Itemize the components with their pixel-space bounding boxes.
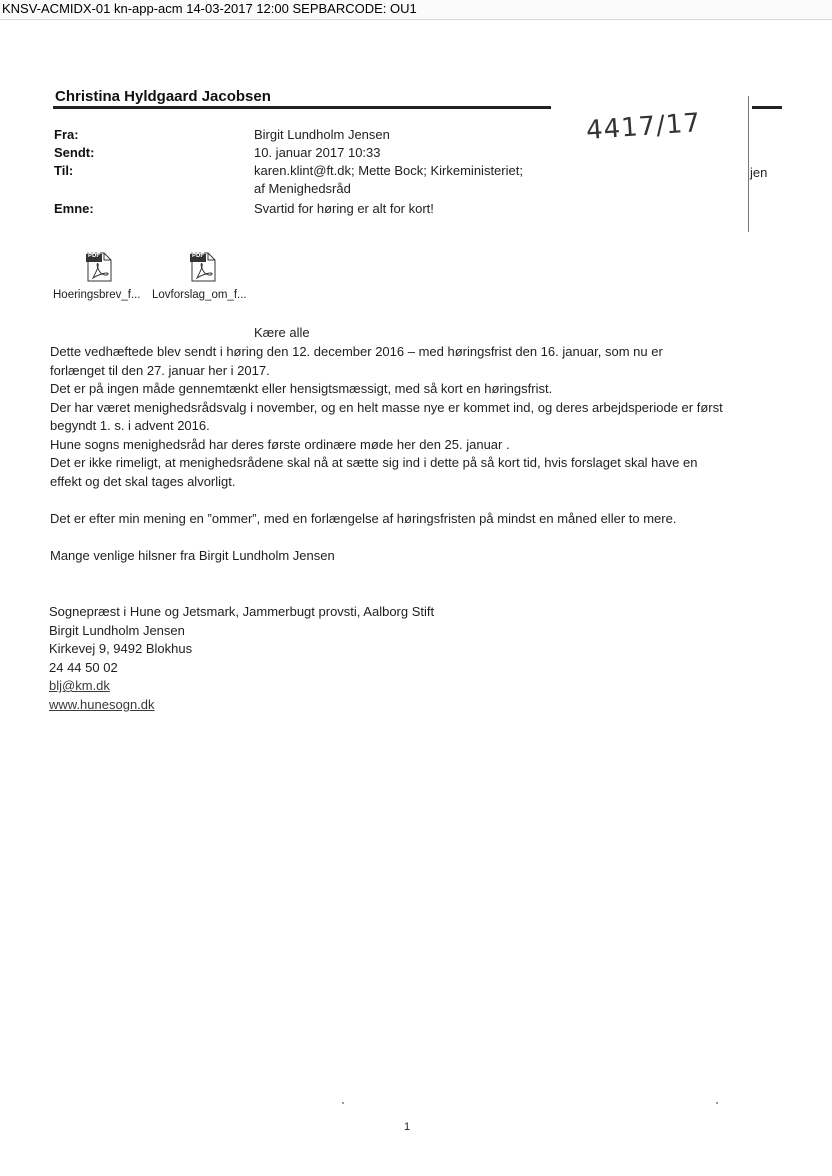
handwritten-reference-number: 4417/17 [585,108,702,146]
signature-name: Birgit Lundholm Jensen [49,622,185,638]
subject-label: Emne: [54,201,94,216]
title-rule [53,106,551,109]
from-value: Birgit Lundholm Jensen [254,127,390,142]
pdf-file-icon [189,252,217,282]
body-line: Der har været menighedsrådsvalg i november, og en helt masse nye er kommet ind, og deres arbejdsperiode er først [50,399,723,415]
greeting: Kære alle [254,325,310,340]
signature-phone: 24 44 50 02 [49,659,118,675]
signature-block [49,603,434,714]
signature-website-link[interactable]: www.hunesogn.dk [49,696,155,712]
page-number: 1 [404,1121,411,1133]
signature-title: Sognepræst i Hune og Jetsmark, Jammerbugt provsti, Aalborg Stift [49,604,435,619]
scan-header-stamp: KNSV-ACMIDX-01 kn-app-acm 14-03-2017 12:00 SEPBARCODE: OU1 [0,0,832,20]
body-line: Det er på ingen måde gennemtænkt eller hensigtsmæssigt, med så kort en høringsfrist. [50,381,553,396]
body-line: begyndt 1. s. i advent 2016. [50,418,210,433]
body-line: forlænget til den 27. januar her i 2017. [50,362,270,378]
attachment-item[interactable] [44,252,154,301]
message-body [50,343,790,565]
body-line: Det er ikke rimeligt, at menighedsrådene skal nå at sætte sig ind i dette på så kort tid, hvis forslaget skal have en [50,455,698,470]
pdf-badge-text: PDF [192,253,204,259]
sent-label: Sendt: [54,145,95,160]
signature-address: Kirkevej 9, 9492 Blokhus [49,641,193,656]
body-line: Hune sogns menighedsråd har deres første ordinære møde her den 25. januar . [50,436,510,452]
attachment-item[interactable] [148,252,258,301]
body-line: effekt og det skal tages alvorligt. [50,473,236,489]
attachment-filename: Lovforslag_om_f... [152,289,247,301]
mailbox-owner-name: Christina Hyldgaard Jacobsen [55,88,271,105]
pdf-file-icon [85,252,113,282]
body-paragraph: Det er efter min mening en ”ommer”, med en forlængelse af høringsfristen på mindst en måned eller to mere. [50,510,677,526]
subject-value: Svartid for høring er alt for kort! [254,201,434,216]
adjacent-page-rule [752,106,782,109]
scan-speck [716,1102,718,1104]
sent-value: 10. januar 2017 10:33 [254,145,381,160]
to-value-line2: af Menighedsråd [254,181,351,196]
attachment-filename: Hoeringsbrev_f... [53,289,141,301]
scan-speck [342,1102,344,1104]
adjacent-page-edge [748,96,749,232]
to-value-line1: karen.klint@ft.dk; Mette Bock; Kirkeministeriet; [254,163,523,178]
body-line: Dette vedhæftede blev sendt i høring den 12. december 2016 – med høringsfrist den 16. januar, som nu er [50,344,663,359]
to-label: Til: [54,163,74,178]
adjacent-page-text-fragment: jen [750,165,768,180]
pdf-badge-text: PDF [88,253,100,259]
from-label: Fra: [54,127,79,142]
signature-email-link[interactable]: blj@km.dk [49,678,110,693]
closing-line: Mange venlige hilsner fra Birgit Lundholm Jensen [50,547,335,563]
